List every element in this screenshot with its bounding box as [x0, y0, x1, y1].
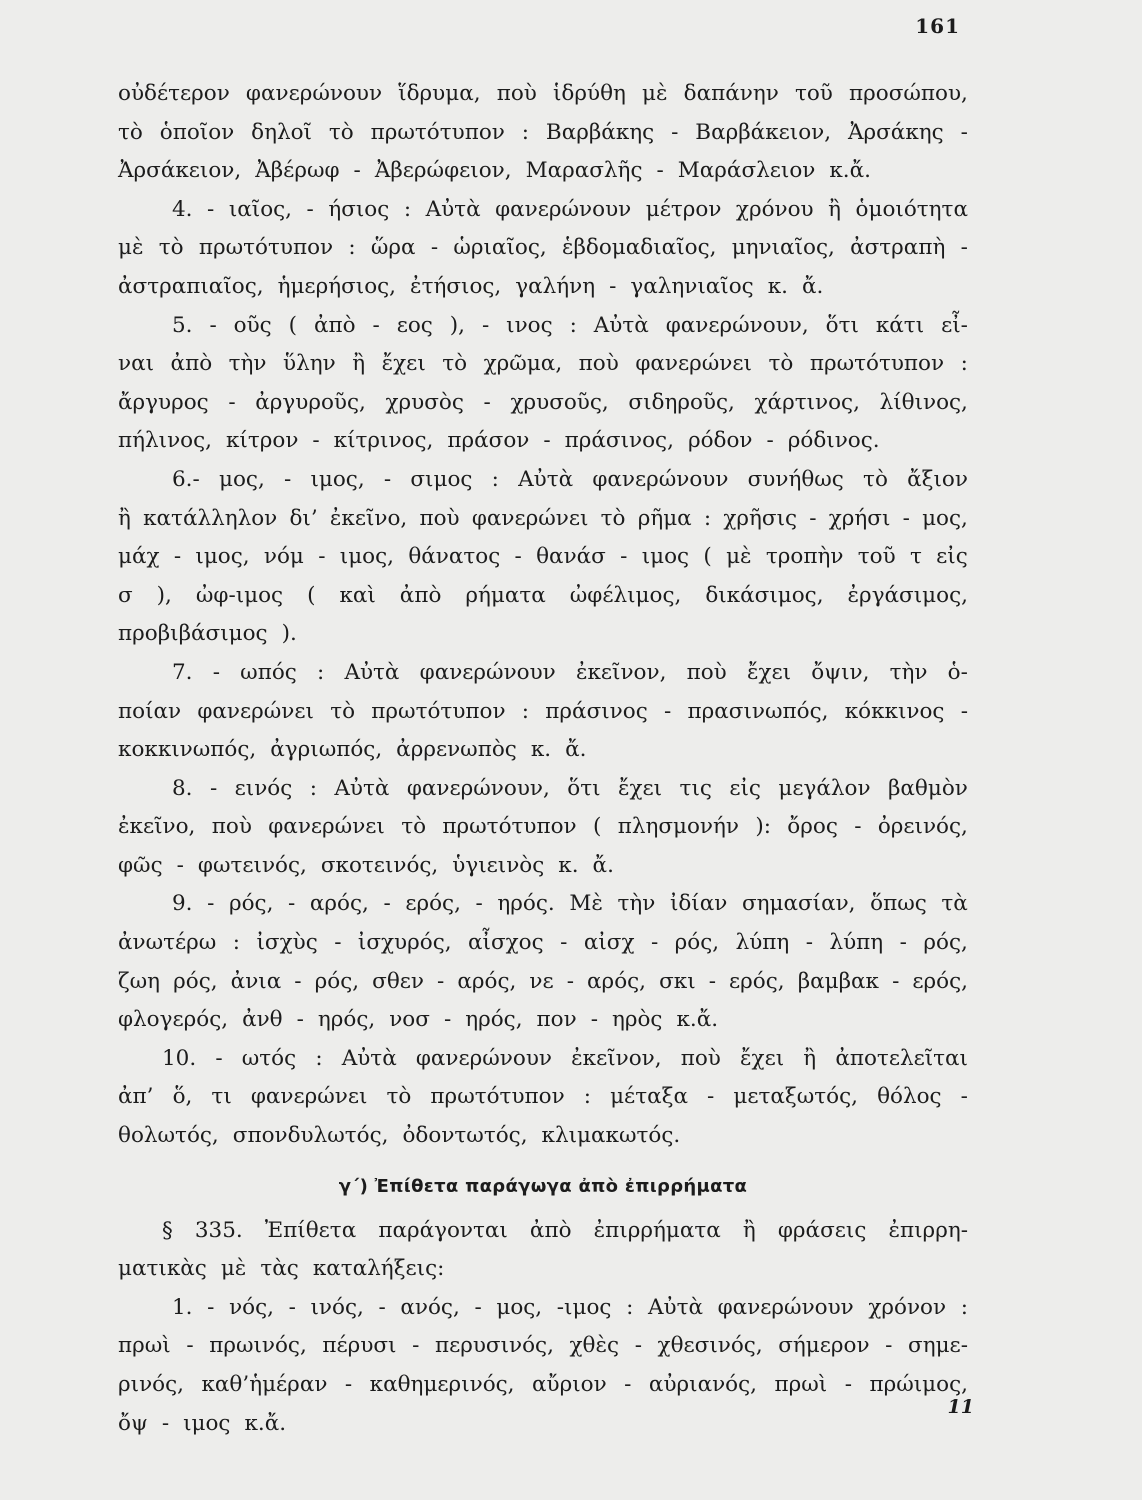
text-line: προβιβάσιμος ).	[118, 621, 297, 647]
text-line: μὲ τὸ πρωτότυπον : ὥρα - ὡριαῖος, ἑβδομαδιαῖος, μηνιαῖος, ἀστραπὴ -	[118, 235, 968, 261]
text-line: ἐκεῖνο, ποὺ φανερώνει τὸ πρωτότυπον ( πλησμονήν ): ὄρος - ὀρεινός,	[118, 814, 968, 840]
text-line: φλογερός, ἀνθ - ηρός, νοσ - ηρός, πον - ηρὸς κ.ἄ.	[118, 1007, 719, 1033]
text-line: κοκκινωπός, ἀγριωπός, ἀρρενωπὸς κ. ἄ.	[118, 737, 587, 763]
text-line: ἄργυρος - ἀργυροῦς, χρυσὸς - χρυσοῦς, σιδηροῦς, χάρτινος, λίθινος,	[118, 389, 968, 415]
printer-signature: 11	[947, 1396, 974, 1418]
text-line: ἀστραπιαῖος, ἡμερήσιος, ἐτήσιος, γαλήνη - γαληνιαῖος κ. ἄ.	[118, 273, 824, 299]
text-line: θολωτός, σπονδυλωτός, ὀδοντωτός, κλιμακωτός.	[118, 1123, 681, 1149]
text-line: ἀνωτέρω : ἰσχὺς - ἰσχυρός, αἶσχος - αἰσχ - ρός, λύπη - λύπη - ρός,	[118, 930, 968, 956]
text-line: ρινός, καθ’ἡμέραν - καθημερινός, αὔριον - αὐριανός, πρωὶ - πρώιμος,	[118, 1372, 968, 1397]
text-line: § 335. Ἐπίθετα παράγονται ἀπὸ ἐπιρρήματα ἢ φράσεις ἐπιρρη-	[162, 1217, 968, 1243]
text-line: 5. - οῦς ( ἀπὸ - εος ), - ινος : Αὐτὰ φανερώνουν, ὅτι κάτι εἶ-	[172, 312, 968, 338]
text-line: τὸ ὁποῖον δηλοῖ τὸ πρωτότυπον : Βαρβάκης - Βαρβάκειον, Ἀρσάκης -	[118, 119, 968, 145]
text-line: ἀπ’ ὅ, τι φανερώνει τὸ πρωτότυπον : μέταξα - μεταξωτός, θόλος -	[118, 1084, 968, 1110]
text-line: ἢ κατάλληλον δι’ ἐκεῖνο, ποὺ φανερώνει τὸ ρῆμα : χρῆσις - χρήσι - μος,	[118, 505, 968, 531]
text-line: ναι ἀπὸ τὴν ὕλην ἢ ἔχει τὸ χρῶμα, ποὺ φανερώνει τὸ πρωτότυπον :	[118, 351, 968, 377]
text-line: ματικὰς μὲ τὰς καταλήξεις:	[118, 1256, 445, 1282]
text-line: 8. - εινός : Αὐτὰ φανερώνουν, ὅτι ἔχει τις εἰς μεγάλον βαθμὸν	[172, 775, 968, 801]
text-line: 4. - ιαῖος, - ήσιος : Αὐτὰ φανερώνουν μέτρον χρόνου ἢ ὁμοιότητα	[172, 196, 968, 222]
text-line: Ἀρσάκειον, Ἀβέρωφ - Ἀβερώφειον, Μαρασλῆς - Μαράσλειον κ.ἄ.	[118, 158, 871, 184]
page-number: 161	[915, 14, 960, 38]
text-line: 6.- μος, - ιμος, - σιμος : Αὐτὰ φανερώνουν συνήθως τὸ ἄξιον	[172, 466, 968, 492]
text-line: ποίαν φανερώνει τὸ πρωτότυπον : πράσινος - πρασινωπός, κόκκινος -	[118, 698, 968, 724]
text-line: πήλινος, κίτρον - κίτρινος, πράσον - πράσινος, ρόδον - ρόδινος.	[118, 428, 880, 454]
text-line: 10. - ωτός : Αὐτὰ φανερώνουν ἐκεῖνον, ποὺ ἔχει ἢ ἀποτελεῖται	[162, 1045, 968, 1071]
text-line: 1. - νός, - ινός, - ανός, - μος, -ιμος : Αὐτὰ φανερώνουν χρόνον :	[172, 1294, 968, 1320]
text-line: 9. - ρός, - αρός, - ερός, - ηρός. Μὲ τὴν ἰδίαν σημασίαν, ὅπως τὰ	[172, 891, 968, 917]
text-line: ὄψ - ιμος κ.ἄ.	[118, 1410, 287, 1436]
text-line: οὐδέτερον φανερώνουν ἵδρυμα, ποὺ ἱδρύθη μὲ δαπάνην τοῦ προσώπου,	[118, 81, 968, 106]
text-line: 7. - ωπός : Αὐτὰ φανερώνουν ἐκεῖνον, ποὺ ἔχει ὄψιν, τὴν ὁ-	[172, 659, 968, 685]
section-heading: γ΄) Ἐπίθετα παράγωγα ἀπὸ ἐπιρρήματα	[338, 1175, 748, 1197]
text-line: ζωη ρός, ἀνια - ρός, σθεν - αρός, νε - αρός, σκι - ερός, βαμβακ - ερός,	[118, 968, 968, 994]
text-line: μάχ - ιμος, νόμ - ιμος, θάνατος - θανάσ - ιμος ( μὲ τροπὴν τοῦ τ εἰς	[118, 544, 968, 570]
page-body	[118, 75, 968, 1443]
text-line: πρωὶ - πρωινός, πέρυσι - περυσινός, χθὲς - χθεσινός, σήμερον - σημε-	[118, 1333, 968, 1359]
text-line: φῶς - φωτεινός, σκοτεινός, ὑγιεινὸς κ. ἄ.	[118, 852, 614, 878]
text-line: σ ), ὠφ-ιμος ( καὶ ἀπὸ ρήματα ὠφέλιμος, δικάσιμος, ἐργάσιμος,	[118, 582, 968, 608]
